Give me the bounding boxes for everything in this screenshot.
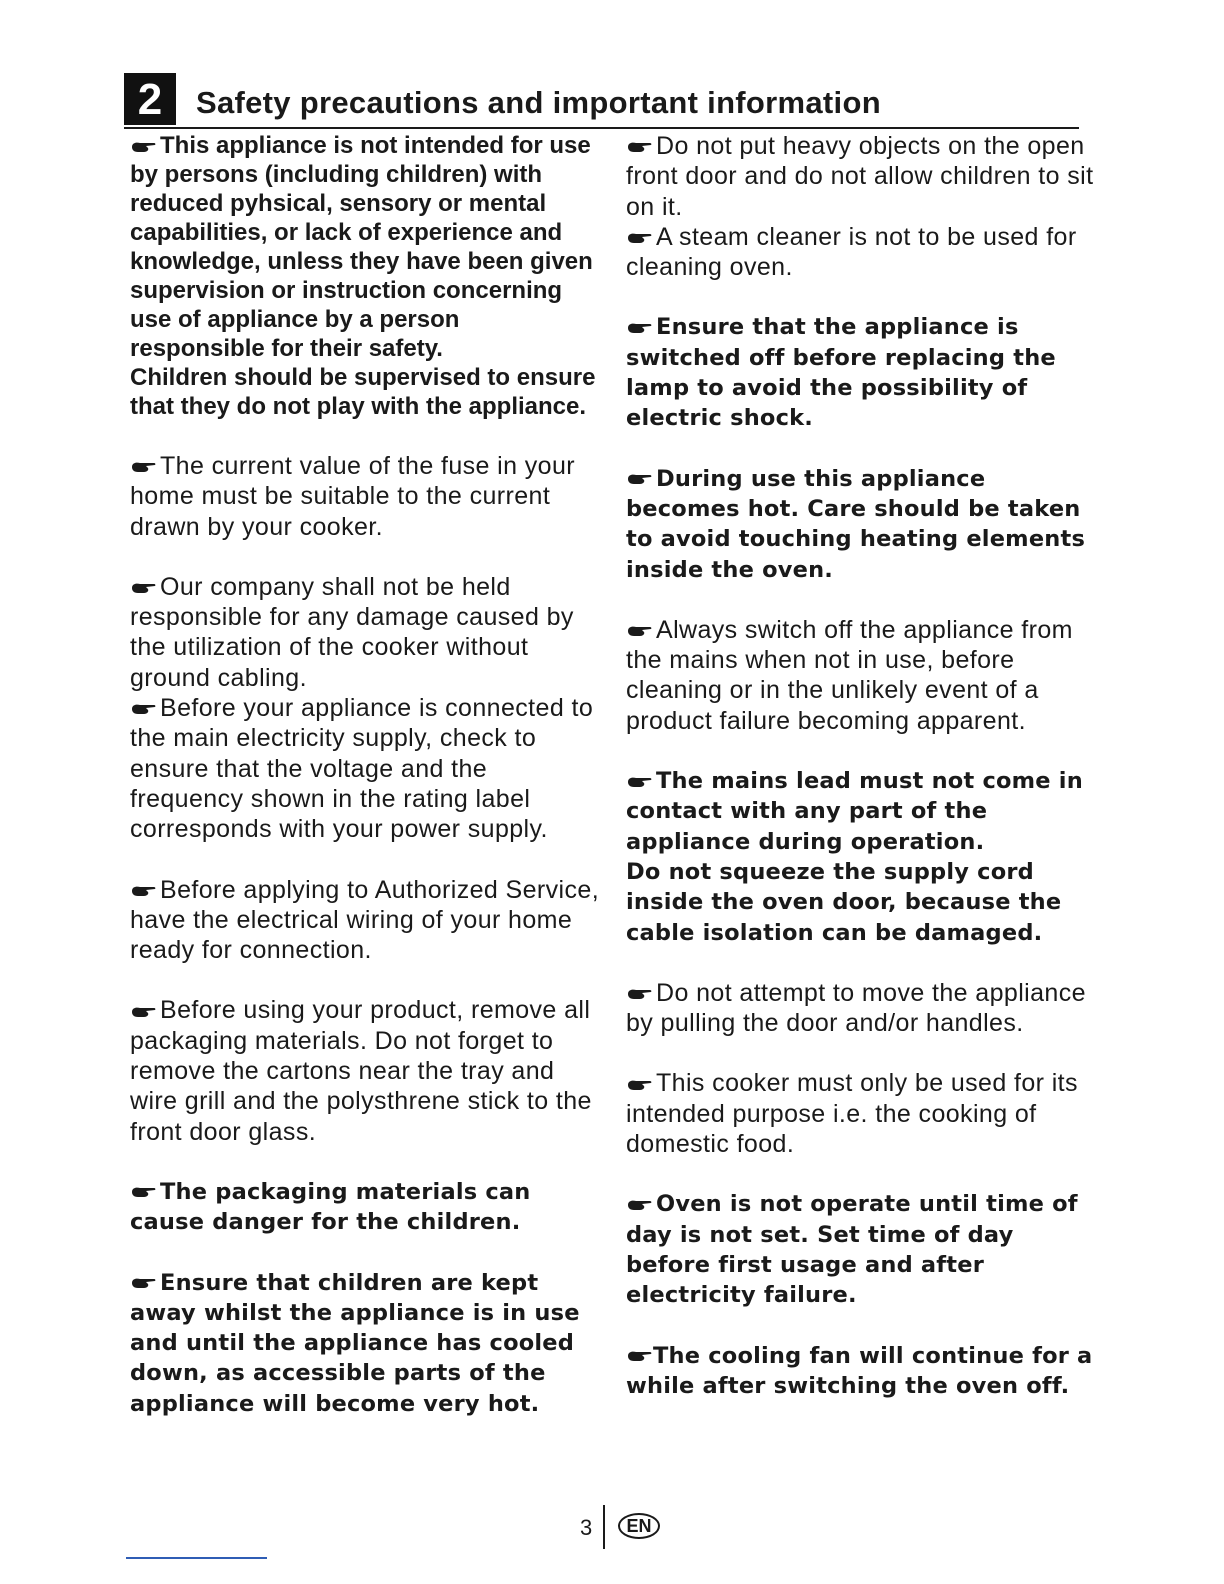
pointing-hand-icon xyxy=(626,766,656,796)
right-column xyxy=(626,131,1096,1401)
warning-item: Before your appliance is connected to the main electricity supply, check to ensure that the voltage and the frequency shown in the rating label corresponds with your power supply. xyxy=(130,694,594,844)
pointing-hand-icon xyxy=(626,1341,653,1371)
pointing-hand-icon xyxy=(626,615,656,645)
pointing-hand-icon xyxy=(130,995,160,1025)
pointing-hand-icon xyxy=(130,693,160,723)
page-footer xyxy=(570,1505,690,1549)
page-title: Safety precautions and important information xyxy=(196,85,881,120)
pointing-hand-icon xyxy=(130,1268,160,1298)
pointing-hand-icon xyxy=(130,451,160,481)
bottom-rule xyxy=(126,1557,267,1559)
page-number: 3 xyxy=(580,1515,593,1540)
warning-item: Ensure that children are kept away whilst the appliance is in use and until the appliance has cooled down, as accessible parts of the appliance will become very hot. xyxy=(130,1269,580,1417)
warning-item: Do not attempt to move the appliance by pulling the door and/or handles. xyxy=(626,978,1086,1038)
section-header xyxy=(124,73,1079,129)
warning-item: Do not put heavy objects on the open front door and do not allow children to sit on it. xyxy=(626,132,1094,221)
warning-item: Our company shall not be held responsible for any damage caused by the utilization of the cooker without ground cabling. xyxy=(130,572,574,692)
pointing-hand-icon xyxy=(626,312,656,342)
warning-item: This cooker must only be used for its intended purpose i.e. the cooking of domestic food. xyxy=(626,1069,1078,1159)
pointing-hand-icon xyxy=(130,875,160,905)
pointing-hand-icon xyxy=(130,1177,160,1207)
pointing-hand-icon xyxy=(130,131,160,160)
pointing-hand-icon xyxy=(626,222,656,252)
warning-item-continued: Children should be supervised to ensure that they do not play with the appliance. xyxy=(130,364,596,420)
pointing-hand-icon xyxy=(626,131,656,161)
warning-item: Always switch off the appliance from the mains when not in use, before cleaning or in the unlikely event of a product failure becoming apparent. xyxy=(626,615,1073,735)
language-badge: EN xyxy=(618,1513,660,1539)
warning-item: The mains lead must not come in contact with any part of the appliance during operation. xyxy=(626,768,1083,855)
warning-item: The cooling fan will continue for a while after switching the oven off. xyxy=(626,1342,1093,1399)
warning-item-continued: Do not squeeze the supply cord inside the oven door, because the cable isolation can be damaged. xyxy=(626,858,1062,946)
warning-item: During use this appliance becomes hot. Care should be taken to avoid touching heating elements inside the oven. xyxy=(626,465,1086,583)
pointing-hand-icon xyxy=(626,1068,656,1098)
warning-item: This appliance is not intended for use by persons (including children) with reduced pyhsical, sensory or mental capabilities, or lack of experience and knowledge, unless they have been given supervision or instruction concerning use of appliance by a person responsible for their safety. xyxy=(130,132,593,362)
pointing-hand-icon xyxy=(130,572,160,602)
warning-item: Before using your product, remove all packaging materials. Do not forget to remove the cartons near the tray and wire grill and the polysthrene stick to the front door glass. xyxy=(130,996,592,1146)
warning-item: A steam cleaner is not to be used for cleaning oven. xyxy=(626,222,1077,282)
pointing-hand-icon xyxy=(626,1189,656,1219)
chapter-number-badge: 2 xyxy=(124,73,176,125)
warning-item: Oven is not operate until time of day is not set. Set time of day before first usage and after electricity failure. xyxy=(626,1191,1078,1309)
left-column xyxy=(130,131,600,1419)
warning-item: Before applying to Authorized Service, have the electrical wiring of your home ready for connection. xyxy=(130,875,600,965)
footer-divider xyxy=(603,1505,605,1549)
pointing-hand-icon xyxy=(626,464,656,494)
warning-item: The current value of the fuse in your home must be suitable to the current drawn by your cooker. xyxy=(130,452,576,541)
warning-item: The packaging materials can cause danger for the children. xyxy=(130,1178,531,1236)
pointing-hand-icon xyxy=(626,978,656,1008)
warning-item: Ensure that the appliance is switched off before replacing the lamp to avoid the possibility of electric shock. xyxy=(626,314,1056,432)
